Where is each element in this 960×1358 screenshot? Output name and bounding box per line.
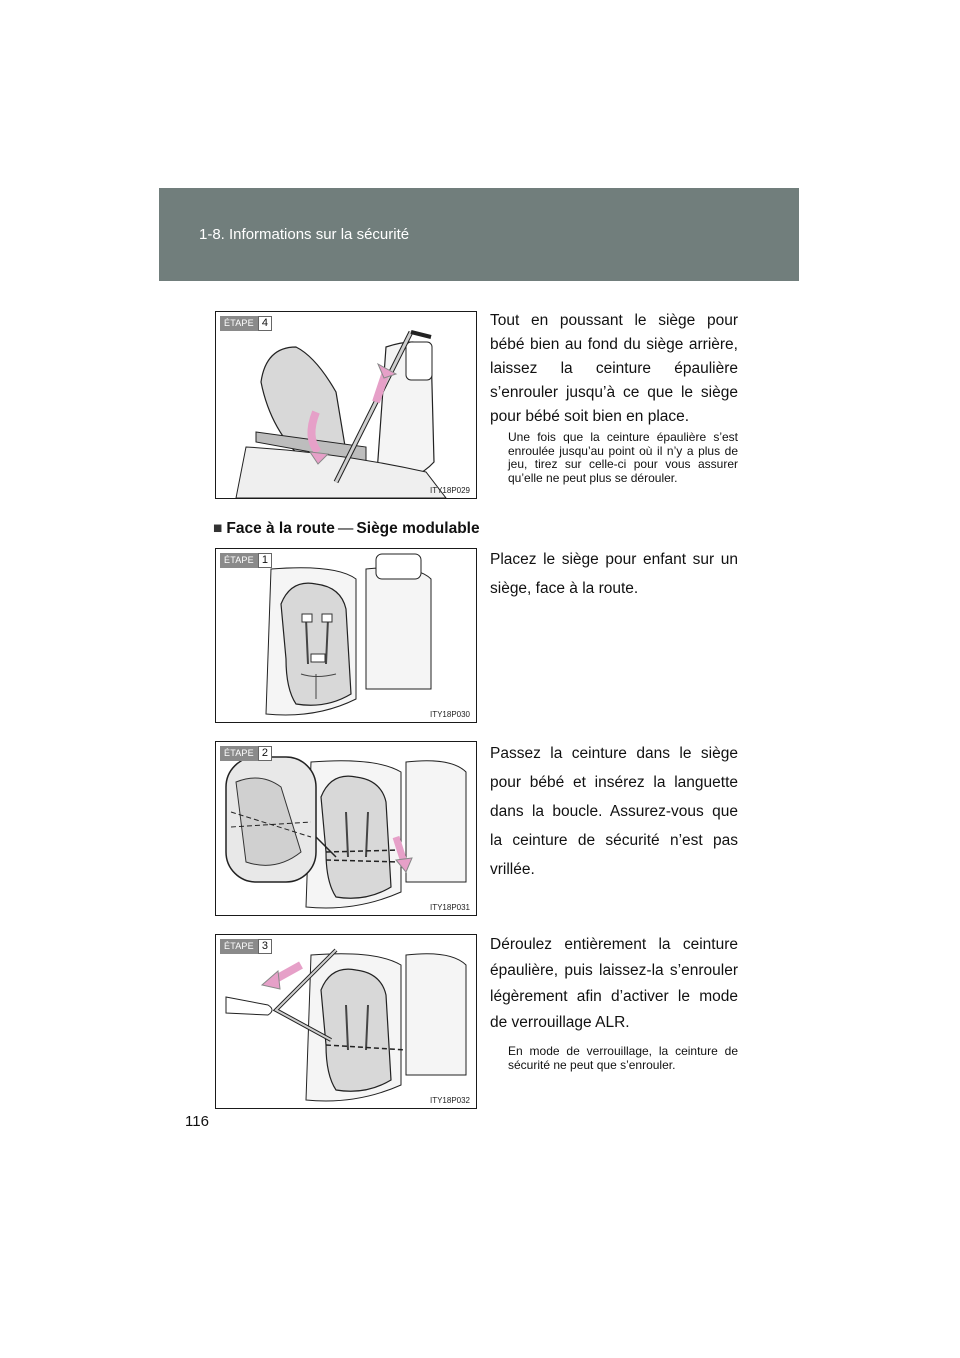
alr-lock-illustration (216, 935, 476, 1108)
section-square-icon: ■ (213, 520, 223, 537)
section-title-right: Siège modulable (356, 520, 480, 537)
step-number: 3 (258, 939, 272, 954)
figure-step-4 (215, 311, 477, 499)
figure-code: ITY18P029 (429, 486, 470, 495)
rear-facing-seat-illustration (216, 312, 476, 498)
page-number: 116 (185, 1113, 209, 1130)
forward-facing-seat-illustration (216, 549, 476, 722)
step-2-text: Passez la ceinture dans le siège pour bébé et insérez la languette dans la boucle. Assurez-vous que la ceinture de sécurité n’est pas vrillée. (490, 745, 738, 878)
chapter-header (159, 188, 799, 281)
step-label: ÉTAPE (220, 939, 258, 954)
step-3-text: Déroulez entièrement la ceinture épaulière, puis laissez-la s’enrouler légèrement afin d’activer le mode de verrouillage ALR. (490, 936, 738, 1031)
figure-step-1 (215, 548, 477, 723)
step-badge (220, 939, 272, 954)
figure-code: ITY18P030 (429, 710, 470, 719)
belt-buckle-illustration (216, 742, 476, 915)
section-title (213, 520, 480, 538)
step-badge (220, 553, 272, 568)
step-badge (220, 316, 272, 331)
step-badge (220, 746, 272, 761)
chapter-title: 1-8. Informations sur la sécurité (199, 226, 410, 243)
figure-code: ITY18P032 (429, 1096, 470, 1105)
section-dash: — (337, 520, 354, 537)
step-number: 1 (258, 553, 272, 568)
step-label: ÉTAPE (220, 746, 258, 761)
step-number: 2 (258, 746, 272, 761)
section-title-left: Face à la route (226, 520, 335, 537)
step-label: ÉTAPE (220, 553, 258, 568)
step-4-note: Une fois que la ceinture épaulière s’est enroulée jusqu’au point où il n’y a plus de jeu, tirez sur celle-ci pour vous assurer qu’elle ne peut plus se dérouler. (508, 430, 738, 485)
step-4-text: Tout en poussant le siège pour bébé bien au fond du siège arrière, laissez la ceinture épaulière s’enrouler jusqu’à ce que le siège pour bébé soit bien en place. (490, 312, 738, 425)
step-3-note: En mode de verrouillage, la ceinture de sécurité ne peut que s’enrouler. (508, 1044, 738, 1072)
step-number: 4 (258, 316, 272, 331)
figure-step-3 (215, 934, 477, 1109)
figure-step-2 (215, 741, 477, 916)
step-1-text: Placez le siège pour enfant sur un siège, face à la route. (490, 551, 738, 597)
figure-code: ITY18P031 (429, 903, 470, 912)
step-label: ÉTAPE (220, 316, 258, 331)
